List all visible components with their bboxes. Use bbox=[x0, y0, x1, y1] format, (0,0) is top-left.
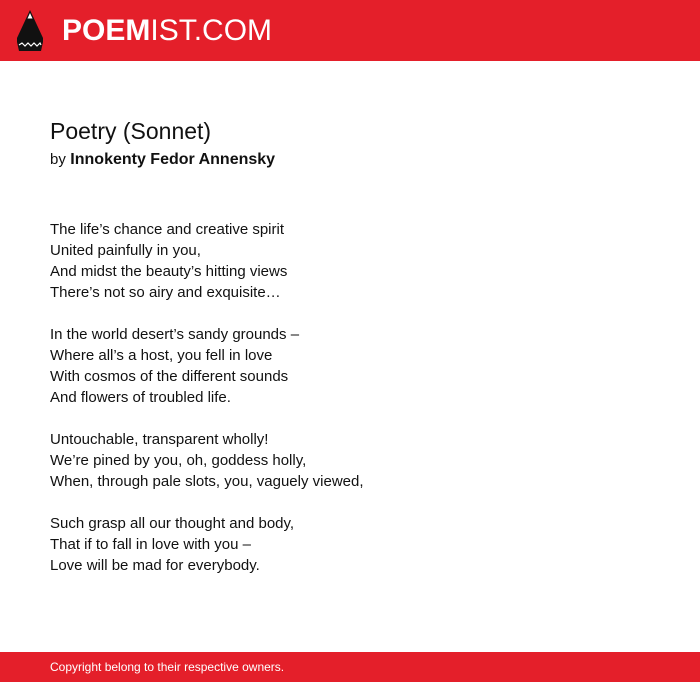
site-header bbox=[0, 0, 700, 61]
poem-title: Poetry (Sonnet) bbox=[50, 118, 212, 144]
stanza bbox=[50, 324, 650, 408]
pencil-icon[interactable] bbox=[17, 10, 43, 51]
copyright-text: Copyright belong to their respective owners. bbox=[50, 660, 285, 674]
stanza bbox=[50, 219, 650, 303]
poem-byline bbox=[50, 149, 275, 170]
poem-body bbox=[50, 219, 650, 597]
poem-line: And midst the beauty’s hitting views bbox=[50, 263, 288, 280]
poem-line: With cosmos of the different sounds bbox=[50, 368, 289, 385]
poem-line: That if to fall in love with you – bbox=[50, 536, 251, 553]
site-logo[interactable] bbox=[62, 13, 272, 49]
stanza bbox=[50, 429, 650, 492]
poem-line: There’s not so airy and exquisite… bbox=[50, 284, 281, 301]
poem-line: Love will be mad for everybody. bbox=[50, 557, 260, 574]
poem-line: We’re pined by you, oh, goddess holly, bbox=[50, 452, 307, 469]
poem-line: And flowers of troubled life. bbox=[50, 389, 231, 406]
byline-prefix: by bbox=[50, 151, 66, 168]
logo-light-text: IST.COM bbox=[150, 14, 273, 47]
logo-bold-text: POEM bbox=[62, 14, 151, 47]
poem-author: Innokenty Fedor Annensky bbox=[70, 151, 276, 168]
stanza bbox=[50, 513, 650, 576]
poem-line: Untouchable, transparent wholly! bbox=[50, 431, 269, 448]
poem-line: Such grasp all our thought and body, bbox=[50, 515, 295, 532]
poem-line: In the world desert’s sandy grounds – bbox=[50, 326, 300, 343]
poem-line: The life’s chance and creative spirit bbox=[50, 221, 285, 238]
poem-line: Where all’s a host, you fell in love bbox=[50, 347, 273, 364]
poem-line: When, through pale slots, you, vaguely viewed, bbox=[50, 473, 364, 490]
poem-line: United painfully in you, bbox=[50, 242, 201, 259]
site-footer bbox=[0, 652, 700, 682]
